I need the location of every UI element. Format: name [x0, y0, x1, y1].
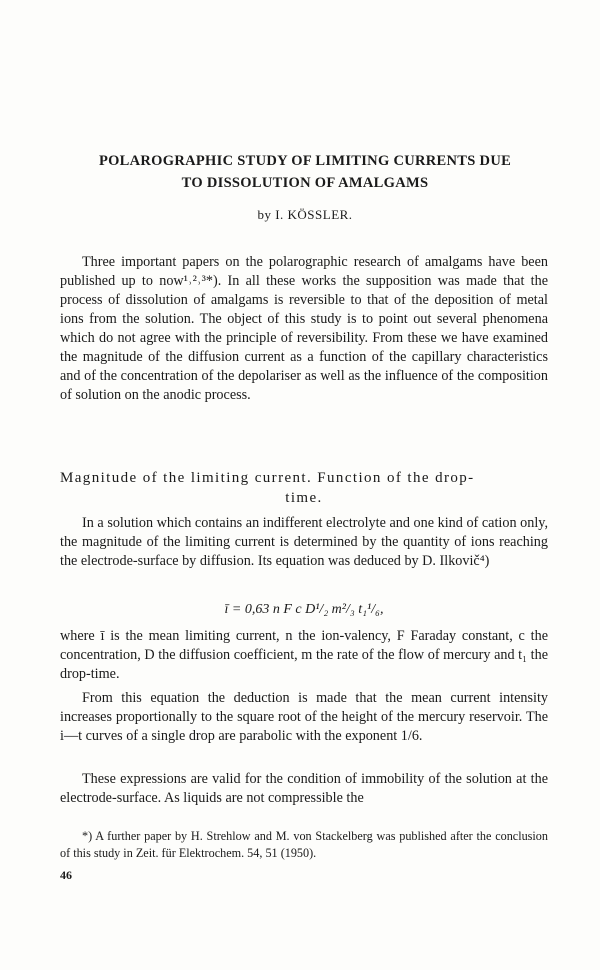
page-number: 46 — [60, 868, 72, 882]
paragraph-limiting-current: In a solution which contains an indifferent electrolyte and one kind of cation only, the magnitude of the limiting current is determined by the quantity of ions reaching the electrode-surface by diffusion. Its equation was deduced by D. Ilkovič⁴) — [60, 515, 548, 569]
paragraph-introduction: Three important papers on the polarographic research of amalgams have been published up to now¹˒²˒³*). In all these works the supposition was made that the process of dissolution of amalgams is reversible to that of the deposition of metal ions from the solution. The object of this study is to point out several phenomena which do not agree with the principle of reversibility. From these we have examined the magnitude of the diffusion current as a function of the capillary characteristics and of the concentration of the depolariser as well as the influence of the composition of solution on the anodic process. — [60, 254, 548, 403]
title-line-1: POLAROGRAPHIC STUDY OF LIMITING CURRENTS DUE — [98, 153, 512, 169]
ilkovic-equation: ī = 0,63 n F c D¹/₂ m²/₃ t₁¹/₆, — [224, 602, 384, 617]
footnote: *) A further paper by H. Strehlow and M. von Stackelberg was published after the conclusion of this study in Zeit. für Elektrochem. 54, 51 (1950). — [60, 829, 548, 860]
paragraph-current-deduction: From this equation the deduction is made that the mean current intensity increases proportionally to the square root of the height of the mercury reservoir. The i—t curves of a single drop are parabolic with the exponent 1/6. — [60, 690, 548, 744]
section-heading-continuation: time. — [285, 490, 323, 506]
article-title — [60, 150, 550, 194]
paragraph-equation-terms: where ī is the mean limiting current, n the ion-valency, F Faraday constant, c the concentration, D the diffusion coefficient, m the rate of the flow of mercury and t₁ the drop-time. — [60, 628, 548, 682]
article-author: by I. KÖSSLER. — [257, 207, 353, 222]
title-line-2: TO DISSOLUTION OF AMALGAMS — [181, 175, 429, 191]
section-heading: Magnitude of the limiting current. Function of the drop- — [60, 470, 475, 486]
paragraph-validity: These expressions are valid for the condition of immobility of the solution at the electrode-surface. As liquids are not compressible the — [60, 771, 548, 806]
